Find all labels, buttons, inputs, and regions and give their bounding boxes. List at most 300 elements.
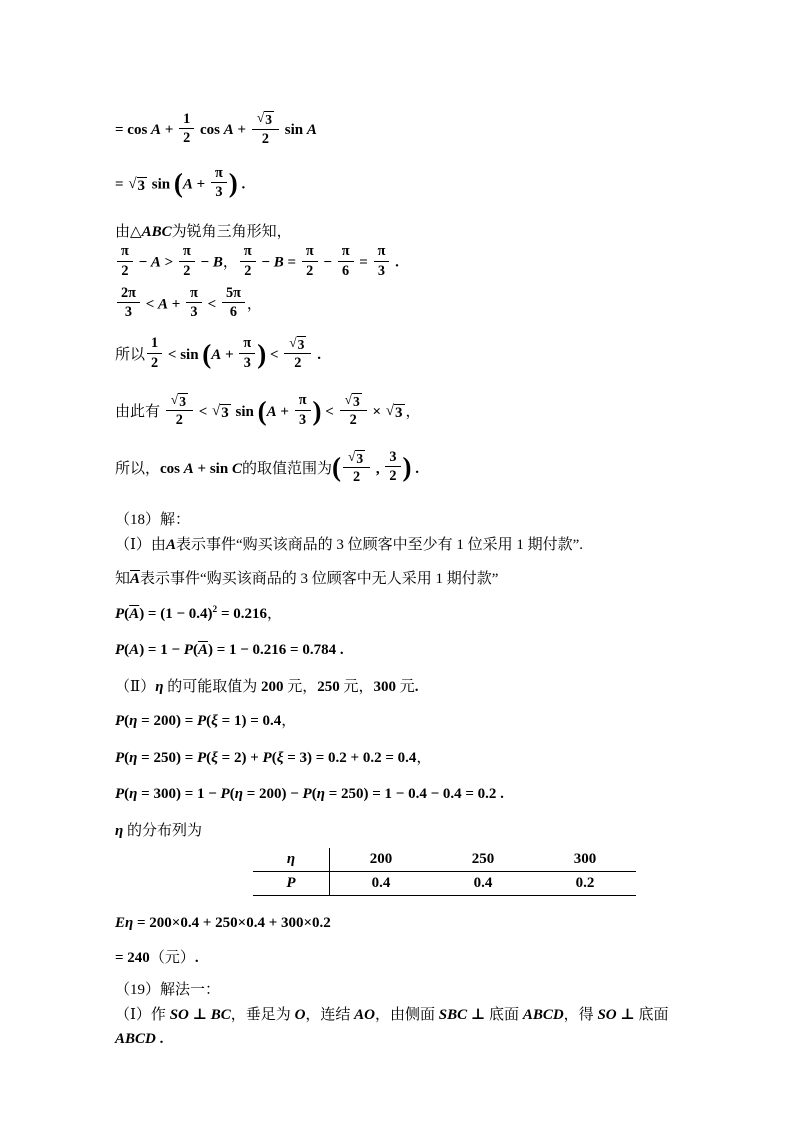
- text-run: π: [182, 243, 191, 260]
- text-run: 2: [212, 604, 218, 615]
- text-19-continued: [115, 1028, 689, 1051]
- text-run: 2π: [121, 284, 136, 301]
- formula-multiply-range: [115, 391, 689, 431]
- text-run: 2: [306, 262, 314, 279]
- text-run: 2: [183, 262, 191, 279]
- text-run: 为锐角三角形知，: [171, 223, 292, 240]
- text-run: η: [115, 822, 124, 839]
- fraction: [240, 243, 256, 279]
- fraction: [179, 243, 195, 279]
- formula-p-eta-250: [115, 747, 689, 770]
- numerator: [117, 243, 133, 261]
- text-run: 所以，: [115, 460, 161, 477]
- text-run: = 200×0.4 + 250×0.4 + 300×0.2: [133, 915, 331, 932]
- text-run: A: [211, 346, 222, 363]
- text-run: (: [124, 786, 130, 803]
- text-run: ，垂足为: [230, 1006, 295, 1023]
- text-run: (: [311, 786, 317, 803]
- text-run: = 200) =: [137, 713, 197, 730]
- text-run: >: [160, 254, 177, 271]
- text-run: π: [190, 284, 198, 301]
- text-run: ，: [281, 713, 297, 730]
- denominator: [350, 411, 357, 428]
- text-run: (: [124, 642, 130, 659]
- text-run: ⊥: [467, 1006, 490, 1023]
- text-run: 5π: [225, 284, 241, 301]
- numerator: [302, 243, 318, 261]
- radical: [171, 393, 188, 410]
- text-run: ABC: [141, 223, 172, 240]
- text-run: 0.4: [473, 875, 493, 892]
- text-run: π: [341, 243, 350, 260]
- text-run: SO: [597, 1006, 617, 1023]
- text-run: A: [158, 296, 169, 313]
- text-run: SBC: [438, 1006, 468, 1023]
- text-run: 的可能取值为: [163, 678, 261, 695]
- text-acute-triangle: [115, 221, 689, 244]
- table-row: [253, 848, 636, 872]
- text-run: P: [115, 713, 125, 730]
- text-run: BC: [210, 1006, 231, 1023]
- text-run: π: [243, 335, 252, 352]
- radicand: [355, 450, 365, 467]
- text-run: η: [316, 786, 325, 803]
- text-run: =: [115, 176, 128, 193]
- denominator: [183, 129, 190, 146]
- text-run: P: [115, 786, 125, 803]
- text-run: < sin: [164, 346, 203, 363]
- text-run: P: [197, 749, 207, 766]
- text-run: η: [129, 713, 138, 730]
- text-run: （Ⅰ）作: [115, 1006, 170, 1023]
- denominator: [342, 262, 349, 279]
- text-run: 3: [215, 184, 223, 201]
- text-run: <: [141, 296, 158, 313]
- numerator: [252, 110, 279, 130]
- radicand: [264, 111, 274, 128]
- distribution-table: [253, 848, 636, 896]
- fraction: [302, 243, 318, 279]
- text-run: 的取值范围为: [241, 460, 332, 477]
- text-run: η: [234, 786, 243, 803]
- text-run: A: [151, 121, 162, 138]
- text-run: P: [286, 875, 296, 892]
- denominator: [306, 262, 313, 279]
- text-run: 6: [229, 304, 237, 321]
- radical: [257, 111, 274, 128]
- radical: [386, 404, 405, 422]
- text-run: （18）解：: [115, 512, 191, 529]
- fraction: [340, 392, 367, 429]
- text-run: $\overline{A}$: [129, 605, 140, 622]
- formula-sqrt3-sin: [115, 164, 689, 203]
- text-run: π: [377, 243, 386, 260]
- text-run: .: [414, 678, 419, 695]
- text-run: 3: [356, 450, 364, 466]
- text-run: = 250) = 1 − 0.4 − 0.4 = 0.2 .: [324, 786, 504, 803]
- text-run: 表示事件“购买该商品的 3 位顾客中无人采用 1 期付款”: [140, 571, 499, 588]
- text-run: ，: [246, 296, 262, 313]
- fraction: [166, 392, 193, 429]
- text-run: 由此有: [115, 403, 164, 420]
- fraction: [284, 335, 311, 372]
- text-run: =: [355, 254, 372, 271]
- text-run: ABCD: [115, 1031, 156, 1048]
- heading-problem-18: [115, 509, 689, 532]
- big-paren: (: [173, 168, 183, 199]
- text-run: 250: [471, 851, 495, 868]
- text-run: P: [262, 749, 272, 766]
- text-run: +: [276, 403, 293, 420]
- text-run: (: [271, 749, 277, 766]
- text-run: 底面: [489, 1006, 523, 1023]
- text-run: 2: [183, 129, 191, 146]
- text-run: 3: [179, 393, 186, 409]
- text-run: △: [130, 223, 142, 240]
- numerator: [374, 243, 390, 261]
- denominator: [244, 262, 251, 279]
- text-run: = 250) =: [137, 749, 197, 766]
- denominator: [294, 354, 301, 371]
- text-run: A: [129, 642, 140, 659]
- text-run: ，由侧面: [375, 1006, 439, 1023]
- big-paren: (: [202, 338, 212, 369]
- text-run: .: [237, 176, 246, 193]
- text-run: −: [196, 254, 213, 271]
- text-run: −: [257, 254, 274, 271]
- text-distribution-intro: [115, 820, 689, 843]
- text-run: P: [115, 605, 125, 622]
- text-run: P: [197, 713, 207, 730]
- numerator: [340, 392, 367, 412]
- text-run: 3: [243, 354, 251, 371]
- text-run: A: [165, 536, 176, 553]
- text-run: (: [124, 749, 130, 766]
- radicand: [394, 404, 405, 422]
- text-run: ，: [416, 749, 432, 766]
- text-run: π: [121, 243, 129, 260]
- text-run: +: [233, 121, 250, 138]
- text-run: ⊥: [616, 1006, 639, 1023]
- formula-expectation: [115, 912, 689, 935]
- text-run: 元，: [283, 678, 318, 695]
- text-run: −: [319, 254, 336, 271]
- text-run: 元，: [339, 678, 374, 695]
- fraction: [211, 165, 227, 201]
- text-run: π: [214, 164, 223, 181]
- text-run: $\overline{A}$: [130, 571, 141, 588]
- text-run: sin: [231, 403, 258, 420]
- text-run: 3: [352, 393, 360, 409]
- text-run: +: [161, 121, 178, 138]
- text-run: = cos: [115, 121, 152, 138]
- text-run: （Ⅰ）由: [115, 536, 166, 553]
- text-run: .: [194, 949, 199, 966]
- text-run: 300: [573, 851, 597, 868]
- radicand: [220, 404, 231, 422]
- radical-sign: √: [347, 448, 356, 464]
- text-run: 3: [395, 405, 403, 422]
- denominator: [121, 262, 128, 279]
- text-run: P: [302, 786, 312, 803]
- text-18-part2-values: [115, 676, 689, 699]
- text-run: 250: [317, 678, 340, 695]
- text-run: 3: [221, 405, 229, 422]
- text-run: = 300) = 1 −: [137, 786, 221, 803]
- radical: [348, 450, 365, 467]
- radical-sign: √: [289, 334, 297, 350]
- fraction: [343, 449, 370, 486]
- formula-p-eta-200: [115, 710, 689, 733]
- text-run: η: [286, 851, 296, 868]
- radical-sign: √: [344, 391, 352, 407]
- text-run: sin: [281, 121, 307, 138]
- text-run: = 3) = 0.2 + 0.2 = 0.4: [283, 749, 417, 766]
- text-run: 2: [261, 130, 269, 147]
- text-run: π: [305, 243, 314, 260]
- text-run: 元: [395, 678, 415, 695]
- text-run: O: [294, 1006, 306, 1023]
- text-run: ξ: [211, 713, 218, 730]
- text-run: .: [155, 1031, 164, 1048]
- radical: [212, 404, 231, 422]
- table-cell: [253, 848, 330, 872]
- text-run: cos: [160, 460, 184, 477]
- fraction: [117, 285, 140, 321]
- text-run: 由: [115, 223, 131, 240]
- radical: [128, 177, 147, 195]
- formula-expectation-result: [115, 947, 689, 970]
- text-run: (: [206, 749, 212, 766]
- text-run: （元）: [149, 949, 195, 966]
- denominator: [230, 303, 237, 320]
- radicand: [178, 393, 188, 410]
- radical: [345, 393, 362, 410]
- text-run: 3: [137, 178, 146, 195]
- text-run: <: [266, 346, 283, 363]
- big-paren: ): [257, 338, 267, 369]
- table-cell: [330, 848, 433, 872]
- text-run: π: [298, 392, 307, 409]
- text-run: 1: [183, 110, 191, 127]
- text-run: <: [203, 296, 220, 313]
- formula-conclusion-range: [115, 448, 689, 488]
- text-run: ξ: [276, 749, 284, 766]
- text-run: 知: [115, 571, 131, 588]
- radical-sign: √: [212, 403, 221, 420]
- fraction: [117, 243, 133, 279]
- radical-sign: √: [385, 403, 395, 420]
- text-run: = 240: [115, 949, 150, 966]
- heading-problem-19: [115, 979, 689, 1002]
- big-paren: ): [228, 168, 238, 199]
- text-run: 底面: [638, 1006, 669, 1023]
- text-run: ξ: [211, 749, 218, 766]
- denominator: [176, 411, 183, 428]
- text-run: P: [115, 642, 125, 659]
- text-run: 3: [297, 336, 305, 352]
- numerator: [295, 392, 311, 410]
- text-run: ) = (1 − 0.4): [139, 605, 213, 622]
- big-paren: ): [312, 395, 322, 426]
- radical-sign: √: [256, 110, 265, 125]
- denominator: [389, 467, 396, 484]
- numerator: [186, 285, 202, 303]
- formula-angle-inequalities: [115, 245, 689, 281]
- numerator: [117, 285, 140, 303]
- document-content: [115, 112, 689, 1051]
- text-run: ，: [222, 254, 238, 271]
- text-run: cos: [196, 121, 224, 138]
- text-run: (: [229, 786, 235, 803]
- radicand: [352, 393, 362, 410]
- text-run: 3: [124, 304, 133, 321]
- text-run: 300: [373, 678, 396, 695]
- denominator: [244, 354, 251, 371]
- text-run: +: [168, 296, 185, 313]
- text-run: ，: [405, 403, 421, 420]
- table-cell: [534, 848, 636, 872]
- text-19-part1-construction: [115, 1004, 689, 1027]
- text-run: (: [206, 713, 212, 730]
- formula-p-eta-300: [115, 783, 689, 806]
- text-run: <: [194, 403, 212, 420]
- text-run: .: [313, 346, 321, 363]
- denominator: [190, 303, 197, 320]
- table-cell: [534, 872, 636, 896]
- text-run: (: [192, 642, 198, 659]
- text-run: .: [391, 254, 399, 271]
- text-run: 3: [190, 304, 198, 321]
- fraction: [295, 392, 311, 428]
- text-run: 2: [389, 468, 397, 485]
- radicand: [297, 336, 307, 353]
- big-paren: (: [257, 395, 267, 426]
- numerator: [222, 285, 245, 303]
- text-run: 200: [260, 678, 284, 695]
- radicand: [137, 177, 148, 195]
- text-run: ，连结: [305, 1006, 355, 1023]
- text-run: 2: [349, 412, 357, 429]
- text-run: 200: [369, 851, 393, 868]
- text-run: 2: [121, 262, 129, 279]
- text-run: η: [129, 786, 138, 803]
- text-run: ) = 1 −: [139, 642, 184, 659]
- table-cell: [432, 872, 534, 896]
- fraction: [252, 110, 279, 147]
- formula-angle-range: [115, 284, 689, 323]
- text-run: ,: [372, 460, 384, 477]
- numerator: [239, 335, 255, 353]
- fraction: [385, 449, 400, 485]
- numerator: [179, 243, 195, 261]
- text-run: η: [155, 678, 164, 695]
- text-run: (: [124, 713, 130, 730]
- text-run: ×: [368, 403, 385, 420]
- text-run: 3: [377, 262, 386, 279]
- text-run: A: [306, 121, 317, 138]
- numerator: [147, 335, 162, 353]
- formula-p-a: [115, 639, 689, 662]
- denominator: [125, 303, 132, 320]
- text-run: 的分布列为: [123, 822, 202, 839]
- text-run: =: [283, 254, 300, 271]
- text-run: $\overline{A}$: [197, 642, 208, 659]
- text-18-complement-event: [115, 568, 689, 591]
- text-run: = 1) = 0.4: [217, 713, 282, 730]
- text-run: + sin: [193, 460, 232, 477]
- text-run: A: [266, 403, 277, 420]
- text-run: A: [183, 460, 194, 477]
- text-run: 1: [151, 335, 159, 352]
- text-run: +: [221, 346, 238, 363]
- text-run: 2: [353, 469, 361, 486]
- text-run: = 2) +: [217, 749, 263, 766]
- big-paren: (: [331, 452, 341, 483]
- text-run: π: [243, 243, 252, 260]
- fraction: [239, 335, 255, 371]
- text-run: 所以: [115, 346, 146, 363]
- text-18-part1-event: [115, 534, 689, 557]
- text-run: 2: [294, 355, 302, 372]
- fraction: [179, 111, 194, 147]
- formula-cos-expansion: [115, 112, 689, 149]
- text-run: <: [321, 403, 338, 420]
- text-run: （19）解法一：: [115, 982, 221, 999]
- numerator: [338, 243, 354, 261]
- text-run: AO: [354, 1006, 376, 1023]
- text-run: B: [212, 254, 223, 271]
- denominator: [151, 354, 158, 371]
- radical: [289, 336, 306, 353]
- radical-sign: √: [170, 391, 179, 407]
- text-run: = 0.216: [217, 605, 267, 622]
- formula-sin-range: [115, 334, 689, 374]
- text-run: 3: [389, 449, 397, 466]
- text-run: （Ⅱ）: [115, 678, 156, 695]
- text-run: ，得: [563, 1006, 598, 1023]
- table-cell: [432, 848, 534, 872]
- denominator: [299, 411, 306, 428]
- text-run: 0.4: [371, 875, 391, 892]
- text-run: P: [115, 749, 125, 766]
- numerator: [166, 392, 193, 412]
- text-run: 0.2: [575, 875, 595, 892]
- fraction: [147, 335, 162, 371]
- text-run: A: [182, 176, 193, 193]
- formula-p-complement: [115, 603, 689, 626]
- text-run: 2: [244, 262, 252, 279]
- text-run: Eη: [115, 915, 134, 932]
- radical-sign: √: [128, 176, 137, 193]
- text-run: 表示事件“购买该商品的 3 位顾客中至少有 1 位采用 1 期付款”.: [175, 536, 584, 553]
- text-run: SO: [169, 1006, 189, 1023]
- text-run: .: [411, 460, 420, 477]
- table-row: [253, 872, 636, 896]
- text-run: −: [134, 254, 151, 271]
- denominator: [353, 468, 360, 485]
- text-run: = 200) −: [242, 786, 303, 803]
- fraction: [222, 285, 245, 321]
- text-run: P: [220, 786, 230, 803]
- denominator: [378, 262, 385, 279]
- table-cell: [330, 872, 433, 896]
- text-run: 2: [175, 412, 183, 429]
- denominator: [183, 262, 190, 279]
- text-run: P: [183, 642, 193, 659]
- text-run: ABCD: [522, 1006, 564, 1023]
- text-run: 6: [342, 262, 350, 279]
